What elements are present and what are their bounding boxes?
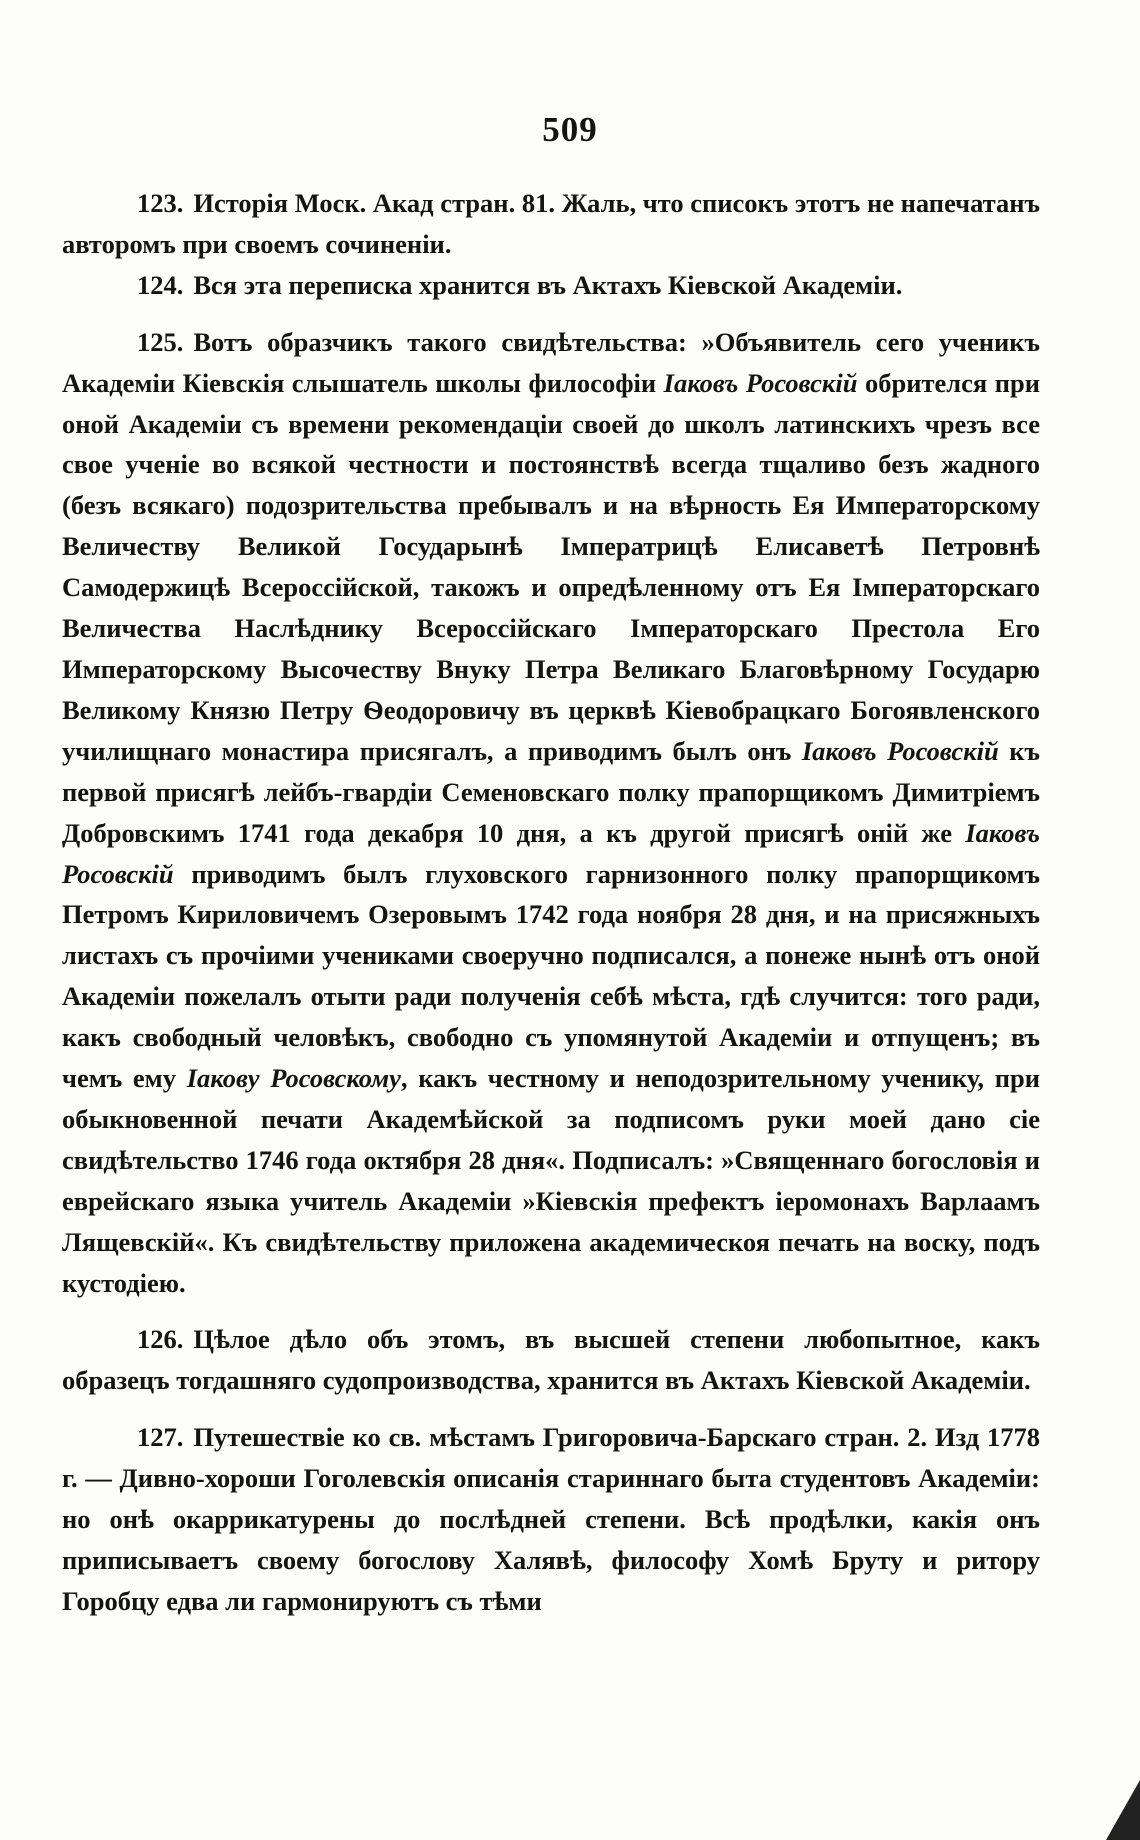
footnote-text: , какъ честному и неподозрительному ученику, при обыкновенной печати Академѣйской за подписомъ руки моей дано сіе свидѣтельство 1746 года октября 28 дня«. Подписалъ: »Священнаго богословія и еврейскаго языка учитель Академіи »Кіевскія префектъ іеромонахъ Варлаамъ Лящевскій«. Къ свидѣтельству приложена академическоя печать на воску, подъ кустодіею. — [62, 1063, 1041, 1298]
footnote-text: Исторія Моск. Акад стран. 81. Жаль, что списокъ этотъ не напечатанъ авторомъ при своемъ сочиненіи. — [62, 188, 1040, 259]
footnote-text: Путешествіе ко св. мѣстамъ Григоровича-Барскаго стран. 2. Изд 1778 г. — Дивно-хороши Гоголевскія описанія стариннаго быта студентовъ Академіи: но онѣ окаррикатурены до послѣдней степени. Всѣ продѣлки, какія онъ приписываетъ своему богослову Халявѣ, философу Хомѣ Бруту и ритору Горобцу едва ли гармонируютъ съ тѣми — [62, 1422, 1040, 1616]
footnote-number: 127. — [137, 1422, 184, 1453]
footnote-text: Цѣлое дѣло объ этомъ, въ высшей степени любопытное, какъ образецъ тогдашняго судопроизводства, хранится въ Актахъ Кіевской Академіи. — [62, 1324, 1040, 1396]
footnote-125 — [62, 322, 1040, 1304]
footnote-127 — [62, 1417, 1040, 1622]
footnote-text: обрителся при оной Академіи съ времени рекомендаціи своей до школъ латинскихъ чрезъ все свое ученіе во всякой честности и постоянствѣ всегда тщаливо безъ жадного (безъ всякаго) подозрительства пребывалъ и на вѣрность Ея Императорскому Величеству Великой Государынѣ Імператрицѣ Елисаветѣ Петровнѣ Самодержицѣ Всероссійской, такожъ и опредѣленному отъ Ея Імператорскаго Величества Наслѣднику Всероссійскаго Імператорскаго Престола Его Императорскому Высочеству Внуку Петра Великаго Благовѣрному Государю Великому Князю Петру Ѳеодоровичу въ церквѣ Кіевобрацкаго Богоявленского училищнаго монастира присягалъ, а приводимъ былъ онъ — [62, 367, 1040, 766]
footnote-126 — [62, 1319, 1040, 1401]
notes-body — [62, 183, 1040, 1622]
footnote-number: 124. — [137, 269, 184, 300]
footnote-number: 123. — [137, 188, 184, 218]
footnote-text: Вся эта переписка хранится въ Актахъ Кіевской Академіи. — [193, 269, 903, 300]
footnote-name-italic: Іакову Росовскому — [186, 1063, 401, 1094]
footnote-name-italic: Іаковъ Росовскій — [62, 817, 1040, 889]
footnote-number: 126. — [137, 1324, 184, 1355]
footnote-text: Вотъ образчикъ такого свидѣтельства: »Объявитель сего ученикъ Академіи Кіевскія слышатель школы философіи — [62, 326, 1040, 398]
footnote-name-italic: Іаковъ Росовскій — [801, 735, 999, 766]
footnote-text: приводимъ былъ глуховского гарнизонного полку прапорщикомъ Петромъ Кириловичемъ Озеровымъ 1742 года ноября 28 дня, и на присяжныхъ листахъ съ прочіими учениками своеручно подписался, а понеже нынѣ отъ оной Академіи пожелалъ отыти ради полученія себѣ мѣста, гдѣ случится: того ради, какъ свободный человѣкъ, свободно съ упомянутой Академіи и отпущенъ; въ чемъ ему — [62, 858, 1040, 1094]
page-number: 509 — [542, 110, 598, 149]
footnote-124 — [62, 265, 1040, 306]
footnote-number: 125. — [137, 326, 184, 357]
footnote-text: къ первой присягѣ лейбъ-гвардіи Семеновскаго полку прапорщикомъ Димитріемъ Добровскимъ 1741 года декабря 10 дня, а къ другой присягѣ оній же — [62, 735, 1040, 848]
footnote-123 — [62, 183, 1040, 265]
page-edge-shadow — [1106, 1780, 1140, 1840]
footnote-name-italic: Іаковъ Росовскій — [663, 367, 858, 398]
